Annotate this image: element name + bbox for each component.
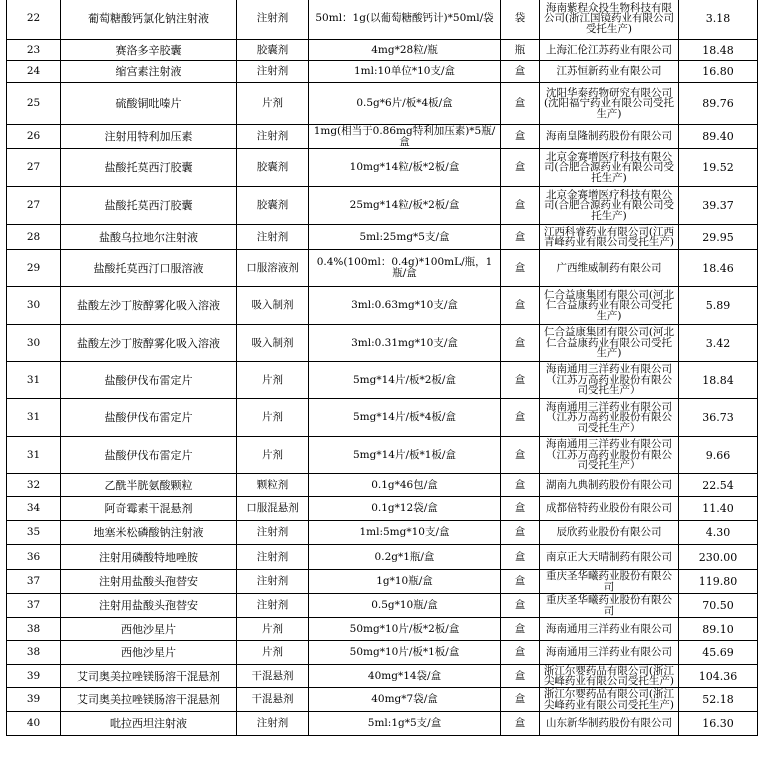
company-cell: 海南通用三洋药业有限公司 — [540, 641, 679, 665]
dosage-form-cell: 口服溶液剂 — [237, 250, 309, 287]
row-number-cell: 38 — [7, 641, 61, 665]
row-number-cell: 40 — [7, 712, 61, 736]
specification-cell: 5mg*14片/板*2板/盒 — [309, 362, 501, 399]
company-cell: 北京金赛增医疗科技有限公司(合肥合源药业有限公司受托生产) — [540, 149, 679, 187]
drug-name-cell: 注射用磷酸特地唑胺 — [61, 545, 237, 570]
table-row — [7, 149, 758, 187]
specification-cell: 5mg*14片/板*4板/盒 — [309, 399, 501, 437]
company-cell: 广西维威制药有限公司 — [540, 250, 679, 287]
drug-name-cell: 艾司奥美拉唑镁肠溶干混悬剂 — [61, 688, 237, 712]
drug-name-cell: 缩宫素注射液 — [61, 61, 237, 83]
company-cell: 上海汇伦江苏药业有限公司 — [540, 40, 679, 61]
company-cell: 海南通用三洋药业有限公司（江苏万高药业股份有限公司受托生产） — [540, 362, 679, 399]
price-cell: 18.48 — [679, 40, 758, 61]
unit-cell: 盒 — [501, 287, 540, 325]
company-cell: 湖南九典制药股份有限公司 — [540, 474, 679, 497]
row-number-cell: 30 — [7, 287, 61, 325]
row-number-cell: 28 — [7, 225, 61, 250]
row-number-cell: 30 — [7, 325, 61, 362]
dosage-form-cell: 片剂 — [237, 618, 309, 641]
price-cell: 230.00 — [679, 545, 758, 570]
dosage-form-cell: 胶囊剂 — [237, 149, 309, 187]
dosage-form-cell: 注射剂 — [237, 545, 309, 570]
price-cell: 18.84 — [679, 362, 758, 399]
table-row — [7, 40, 758, 61]
unit-cell: 盒 — [501, 712, 540, 736]
row-number-cell: 22 — [7, 0, 61, 40]
table-row — [7, 437, 758, 474]
price-cell: 29.95 — [679, 225, 758, 250]
drug-name-cell: 盐酸左沙丁胺醇雾化吸入溶液 — [61, 325, 237, 362]
unit-cell: 盒 — [501, 497, 540, 521]
table-row — [7, 125, 758, 149]
price-cell: 89.76 — [679, 83, 758, 125]
unit-cell: 盒 — [501, 437, 540, 474]
table-row — [7, 225, 758, 250]
dosage-form-cell: 注射剂 — [237, 570, 309, 594]
drug-name-cell: 乙酰半胱氨酸颗粒 — [61, 474, 237, 497]
drug-name-cell: 盐酸托莫西汀口服溶液 — [61, 250, 237, 287]
dosage-form-cell: 吸入制剂 — [237, 287, 309, 325]
row-number-cell: 32 — [7, 474, 61, 497]
company-cell: 仁合益康集团有限公司(河北仁合益康药业有限公司受托生产) — [540, 325, 679, 362]
unit-cell: 盒 — [501, 399, 540, 437]
table-row — [7, 474, 758, 497]
dosage-form-cell: 胶囊剂 — [237, 40, 309, 61]
dosage-form-cell: 注射剂 — [237, 594, 309, 618]
specification-cell: 4mg*28粒/瓶 — [309, 40, 501, 61]
row-number-cell: 25 — [7, 83, 61, 125]
company-cell: 海南通用三洋药业有限公司 — [540, 618, 679, 641]
specification-cell: 5ml:25mg*5支/盒 — [309, 225, 501, 250]
dosage-form-cell: 片剂 — [237, 641, 309, 665]
price-cell: 19.52 — [679, 149, 758, 187]
row-number-cell: 35 — [7, 521, 61, 545]
company-cell: 海南通用三洋药业有限公司（江苏万高药业股份有限公司受托生产） — [540, 437, 679, 474]
drug-name-cell: 注射用特利加压素 — [61, 125, 237, 149]
row-number-cell: 38 — [7, 618, 61, 641]
dosage-form-cell: 片剂 — [237, 83, 309, 125]
unit-cell: 盒 — [501, 149, 540, 187]
price-cell: 5.89 — [679, 287, 758, 325]
company-cell: 沈阳华泰药物研究有限公司(沈阳福宁药业有限公司受托生产) — [540, 83, 679, 125]
dosage-form-cell: 干混悬剂 — [237, 688, 309, 712]
unit-cell: 盒 — [501, 688, 540, 712]
price-cell: 39.37 — [679, 187, 758, 225]
dosage-form-cell: 颗粒剂 — [237, 474, 309, 497]
specification-cell: 0.5g*10瓶/盒 — [309, 594, 501, 618]
dosage-form-cell: 胶囊剂 — [237, 187, 309, 225]
company-cell: 海南通用三洋药业有限公司（江苏万高药业股份有限公司受托生产） — [540, 399, 679, 437]
company-cell: 重庆圣华曦药业股份有限公司 — [540, 570, 679, 594]
drug-name-cell: 吡拉西坦注射液 — [61, 712, 237, 736]
dosage-form-cell: 注射剂 — [237, 712, 309, 736]
price-cell: 52.18 — [679, 688, 758, 712]
company-cell: 江苏恒新药业有限公司 — [540, 61, 679, 83]
dosage-form-cell: 注射剂 — [237, 0, 309, 40]
company-cell: 仁合益康集团有限公司(河北仁合益康药业有限公司受托生产) — [540, 287, 679, 325]
drug-name-cell: 盐酸乌拉地尔注射液 — [61, 225, 237, 250]
drug-name-cell: 盐酸左沙丁胺醇雾化吸入溶液 — [61, 287, 237, 325]
unit-cell: 盒 — [501, 474, 540, 497]
unit-cell: 盒 — [501, 545, 540, 570]
price-cell: 119.80 — [679, 570, 758, 594]
specification-cell: 0.1g*12袋/盒 — [309, 497, 501, 521]
price-cell: 89.40 — [679, 125, 758, 149]
dosage-form-cell: 注射剂 — [237, 61, 309, 83]
table-row — [7, 497, 758, 521]
specification-cell: 25mg*14粒/板*2板/盒 — [309, 187, 501, 225]
price-cell: 18.46 — [679, 250, 758, 287]
specification-cell: 0.2g*1瓶/盒 — [309, 545, 501, 570]
drug-name-cell: 注射用盐酸头孢替安 — [61, 594, 237, 618]
price-cell: 9.66 — [679, 437, 758, 474]
drug-name-cell: 艾司奥美拉唑镁肠溶干混悬剂 — [61, 665, 237, 688]
drug-name-cell: 地塞米松磷酸钠注射液 — [61, 521, 237, 545]
dosage-form-cell: 片剂 — [237, 362, 309, 399]
row-number-cell: 39 — [7, 688, 61, 712]
company-cell: 辰欣药业股份有限公司 — [540, 521, 679, 545]
company-cell: 浙江尔婴药品有限公司(浙江尖峰药业有限公司受托生产) — [540, 688, 679, 712]
unit-cell: 盒 — [501, 570, 540, 594]
specification-cell: 40mg*7袋/盒 — [309, 688, 501, 712]
price-cell: 70.50 — [679, 594, 758, 618]
unit-cell: 盒 — [501, 521, 540, 545]
drug-name-cell: 盐酸托莫西汀胶囊 — [61, 187, 237, 225]
drug-name-cell: 西他沙星片 — [61, 641, 237, 665]
table-row — [7, 83, 758, 125]
specification-cell: 50mg*10片/板*1板/盒 — [309, 641, 501, 665]
unit-cell: 盒 — [501, 250, 540, 287]
specification-cell: 5mg*14片/板*1板/盒 — [309, 437, 501, 474]
table-row — [7, 521, 758, 545]
row-number-cell: 37 — [7, 570, 61, 594]
table-row — [7, 570, 758, 594]
table-row — [7, 641, 758, 665]
price-cell: 16.30 — [679, 712, 758, 736]
specification-cell: 50mg*10片/板*2板/盒 — [309, 618, 501, 641]
row-number-cell: 24 — [7, 61, 61, 83]
row-number-cell: 27 — [7, 149, 61, 187]
unit-cell: 瓶 — [501, 40, 540, 61]
dosage-form-cell: 片剂 — [237, 437, 309, 474]
row-number-cell: 31 — [7, 437, 61, 474]
unit-cell: 盒 — [501, 362, 540, 399]
specification-cell: 5ml:1g*5支/盒 — [309, 712, 501, 736]
unit-cell: 袋 — [501, 0, 540, 40]
row-number-cell: 37 — [7, 594, 61, 618]
company-cell: 山东新华制药股份有限公司 — [540, 712, 679, 736]
drug-price-table — [6, 0, 758, 736]
unit-cell: 盒 — [501, 187, 540, 225]
unit-cell: 盒 — [501, 641, 540, 665]
specification-cell: 1ml:5mg*10支/盒 — [309, 521, 501, 545]
dosage-form-cell: 注射剂 — [237, 125, 309, 149]
company-cell: 南京正大天晴制药有限公司 — [540, 545, 679, 570]
company-cell: 重庆圣华曦药业股份有限公司 — [540, 594, 679, 618]
price-cell: 16.80 — [679, 61, 758, 83]
price-cell: 11.40 — [679, 497, 758, 521]
row-number-cell: 27 — [7, 187, 61, 225]
price-cell: 45.69 — [679, 641, 758, 665]
drug-name-cell: 阿奇霉素干混悬剂 — [61, 497, 237, 521]
drug-name-cell: 硫酸铜吡嗪片 — [61, 83, 237, 125]
unit-cell: 盒 — [501, 61, 540, 83]
row-number-cell: 39 — [7, 665, 61, 688]
dosage-form-cell: 注射剂 — [237, 521, 309, 545]
row-number-cell: 36 — [7, 545, 61, 570]
row-number-cell: 23 — [7, 40, 61, 61]
table-row — [7, 61, 758, 83]
table-row — [7, 594, 758, 618]
unit-cell: 盒 — [501, 618, 540, 641]
drug-name-cell: 盐酸伊伐布雷定片 — [61, 362, 237, 399]
drug-name-cell: 葡萄糖酸钙氯化钠注射液 — [61, 0, 237, 40]
unit-cell: 盒 — [501, 325, 540, 362]
table-row — [7, 325, 758, 362]
dosage-form-cell: 吸入制剂 — [237, 325, 309, 362]
company-cell: 北京金赛增医疗科技有限公司(合肥合源药业有限公司受托生产) — [540, 187, 679, 225]
specification-cell: 40mg*14袋/盒 — [309, 665, 501, 688]
drug-name-cell: 盐酸托莫西汀胶囊 — [61, 149, 237, 187]
row-number-cell: 34 — [7, 497, 61, 521]
dosage-form-cell: 干混悬剂 — [237, 665, 309, 688]
specification-cell: 0.1g*46包/盒 — [309, 474, 501, 497]
specification-cell: 0.4%(100ml：0.4g)*100mL/瓶，1瓶/盒 — [309, 250, 501, 287]
company-cell: 海南皇隆制药股份有限公司 — [540, 125, 679, 149]
table-row — [7, 187, 758, 225]
specification-cell: 50ml：1g(以葡萄糖酸钙计)*50ml/袋 — [309, 0, 501, 40]
price-cell: 4.30 — [679, 521, 758, 545]
price-cell: 89.10 — [679, 618, 758, 641]
price-cell: 104.36 — [679, 665, 758, 688]
dosage-form-cell: 片剂 — [237, 399, 309, 437]
row-number-cell: 31 — [7, 362, 61, 399]
drug-name-cell: 注射用盐酸头孢替安 — [61, 570, 237, 594]
unit-cell: 盒 — [501, 225, 540, 250]
drug-name-cell: 赛洛多辛胶囊 — [61, 40, 237, 61]
price-cell: 22.54 — [679, 474, 758, 497]
dosage-form-cell: 注射剂 — [237, 225, 309, 250]
drug-name-cell: 盐酸伊伐布雷定片 — [61, 437, 237, 474]
table-body — [7, 0, 758, 736]
drug-name-cell: 西他沙星片 — [61, 618, 237, 641]
specification-cell: 1mg(相当于0.86mg特利加压素)*5瓶/盒 — [309, 125, 501, 149]
specification-cell: 10mg*14粒/板*2板/盒 — [309, 149, 501, 187]
company-cell: 成都倍特药业股份有限公司 — [540, 497, 679, 521]
table-row — [7, 362, 758, 399]
specification-cell: 0.5g*6片/板*4板/盒 — [309, 83, 501, 125]
row-number-cell: 29 — [7, 250, 61, 287]
specification-cell: 1g*10瓶/盒 — [309, 570, 501, 594]
specification-cell: 1ml:10单位*10支/盒 — [309, 61, 501, 83]
table-row — [7, 618, 758, 641]
price-cell: 3.18 — [679, 0, 758, 40]
company-cell: 浙江尔婴药品有限公司(浙江尖峰药业有限公司受托生产) — [540, 665, 679, 688]
table-row — [7, 688, 758, 712]
table-bottom-edge — [6, 773, 757, 778]
specification-cell: 3ml:0.63mg*10支/盒 — [309, 287, 501, 325]
table-row — [7, 287, 758, 325]
drug-name-cell: 盐酸伊伐布雷定片 — [61, 399, 237, 437]
unit-cell: 盒 — [501, 594, 540, 618]
unit-cell: 盒 — [501, 665, 540, 688]
table-row — [7, 665, 758, 688]
price-cell: 36.73 — [679, 399, 758, 437]
specification-cell: 3ml:0.31mg*10支/盒 — [309, 325, 501, 362]
price-cell: 3.42 — [679, 325, 758, 362]
table-row — [7, 0, 758, 40]
table-row — [7, 545, 758, 570]
company-cell: 江西科睿药业有限公司(江西青峰药业有限公司受托生产) — [540, 225, 679, 250]
row-number-cell: 26 — [7, 125, 61, 149]
row-number-cell: 31 — [7, 399, 61, 437]
unit-cell: 盒 — [501, 125, 540, 149]
company-cell: 海南紫程众投生物科技有限公司(浙江国镜药业有限公司受托生产) — [540, 0, 679, 40]
table-row — [7, 250, 758, 287]
table-row — [7, 399, 758, 437]
unit-cell: 盒 — [501, 83, 540, 125]
dosage-form-cell: 口服混悬剂 — [237, 497, 309, 521]
table-row — [7, 712, 758, 736]
